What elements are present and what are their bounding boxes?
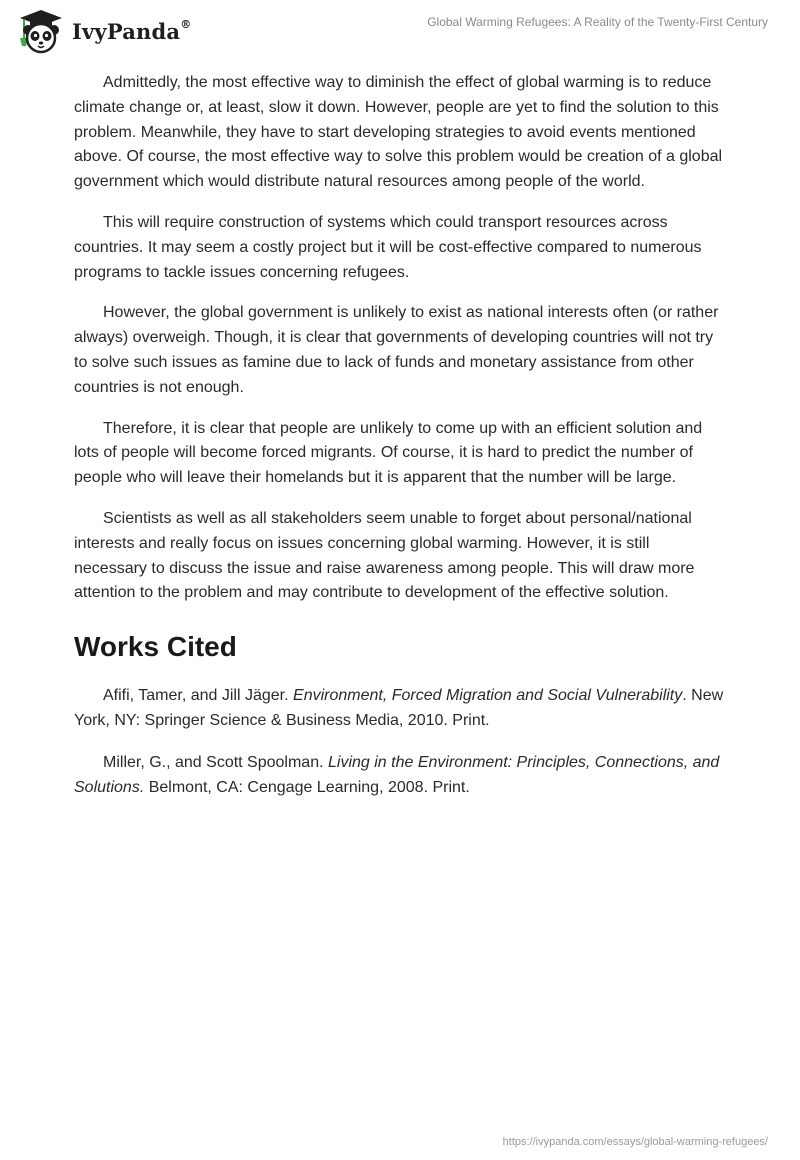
citation-title: Living in the Environment: Principles, Connections, and Solutions.	[74, 753, 720, 796]
works-cited-heading: Works Cited	[74, 631, 237, 663]
citation-publication: . New York, NY: Springer Science & Business Media, 2010. Print.	[74, 687, 724, 729]
essay-body	[74, 71, 726, 817]
body-paragraph: Therefore, it is clear that people are unlikely to come up with an efficient solution and lots of people will become forced migrants. Of course, it is hard to predict the number of people who will leave their homelands but it is apparent that the number will be large.	[74, 419, 703, 487]
citation-publication: Belmont, CA: Cengage Learning, 2008. Print.	[144, 778, 470, 796]
document-title: Global Warming Refugees: A Reality of the Twenty-First Century	[427, 15, 768, 29]
citation-authors: Afifi, Tamer, and Jill Jäger.	[103, 687, 294, 705]
brand-name: IvyPanda®	[72, 17, 192, 44]
source-url[interactable]: https://ivypanda.com/essays/global-warming-refugees/	[502, 1136, 768, 1148]
body-paragraph: However, the global government is unlikely to exist as national interests often (or rather always) overweigh. Though, it is clear that governments of developing countries will not try to solve such issues as famine due to lack of funds and monetary assistance from other countries is not enough.	[74, 304, 719, 396]
body-paragraph: Admittedly, the most effective way to diminish the effect of global warming is to reduce climate change or, at least, slow it down. However, people are yet to find the solution to this problem. Meanwhile, they have to start developing strategies to avoid events mentioned above. Of course, the most effective way to solve this problem would be creation of a global government which would distribute natural resources among people of the world.	[74, 74, 723, 191]
citation-entry	[74, 684, 726, 734]
citation-authors: Miller, G., and Scott Spoolman.	[103, 753, 328, 771]
body-paragraph: Scientists as well as all stakeholders seem unable to forget about personal/national interests and really focus on issues concerning global warming. However, it is still necessary to discuss the issue and raise awareness among people. This will draw more attention to the problem and may contribute to development of the effective solution.	[74, 509, 695, 602]
page-header	[0, 0, 800, 70]
ivypanda-logo[interactable]	[16, 8, 191, 54]
citation-entry	[74, 751, 726, 801]
citation-title: Environment, Forced Migration and Social Vulnerability	[293, 687, 683, 705]
panda-graduate-icon	[16, 8, 66, 54]
body-paragraph: This will require construction of systems which could transport resources across countries. It may seem a costly project but it will be cost-effective compared to numerous programs to tackle issues concerning refugees.	[74, 213, 702, 281]
